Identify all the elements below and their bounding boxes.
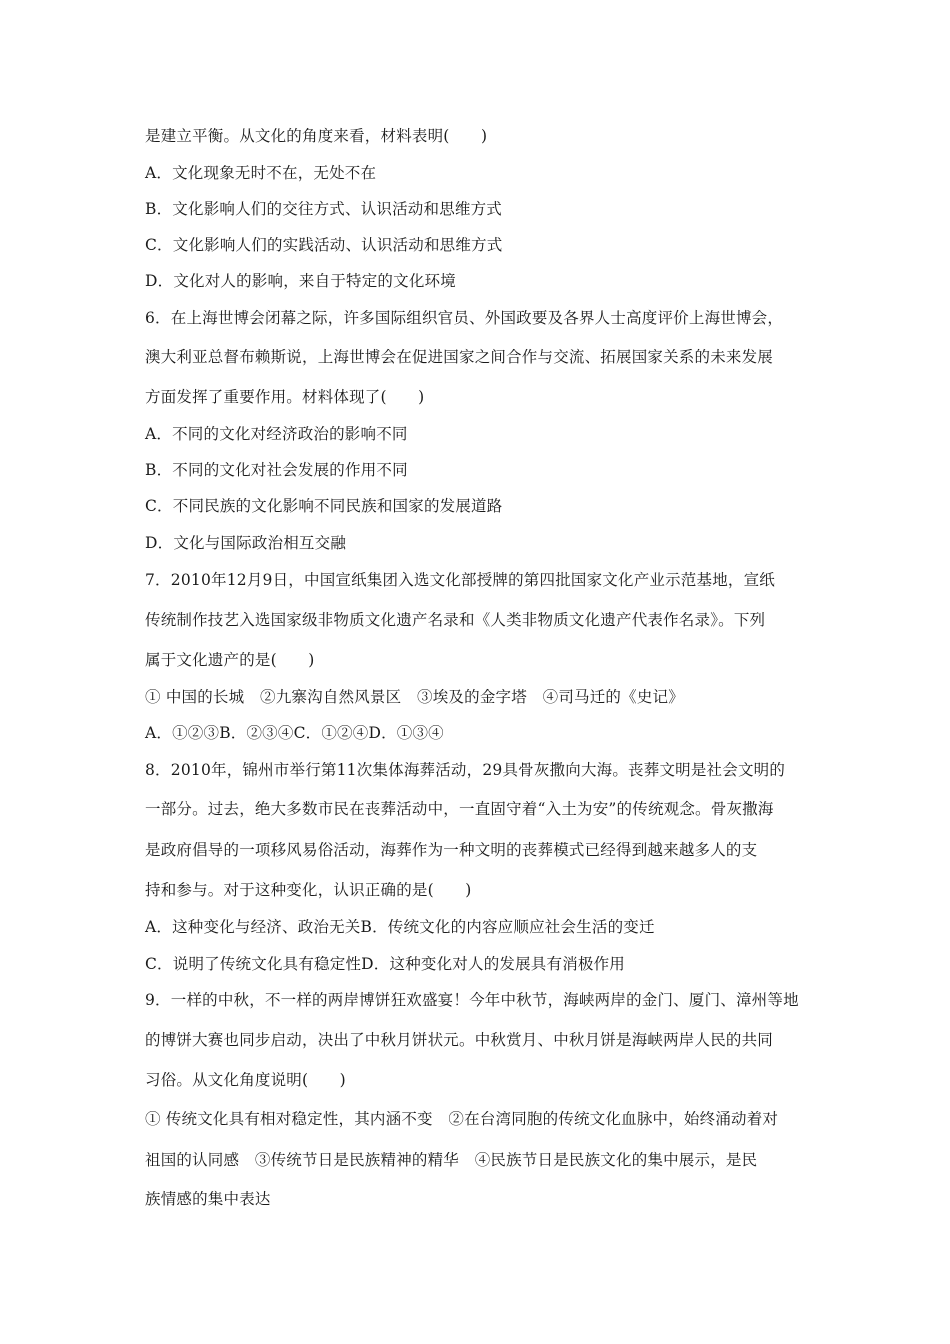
option-line: C．文化影响人们的实践活动、认识活动和思维方式 [145, 236, 503, 254]
statement-line: 祖国的认同感 ③传统节日是民族精神的精华 ④民族节日是民族文化的集中展示，是民 [145, 1151, 758, 1169]
option-line: A．文化现象无时不在，无处不在 [145, 164, 377, 182]
option-line: B．文化影响人们的交往方式、认识活动和思维方式 [145, 200, 502, 218]
option-line: A．不同的文化对经济政治的影响不同 [145, 425, 408, 443]
option-line: C．说明了传统文化具有稳定性D．这种变化对人的发展具有消极作用 [145, 955, 625, 973]
text-line: 是建立平衡。从文化的角度来看，材料表明( ) [145, 127, 488, 145]
question-6-line: 方面发挥了重要作用。材料体现了( ) [145, 388, 425, 406]
statement-line: 族情感的集中表达 [145, 1190, 271, 1208]
statement-line: ① 传统文化具有相对稳定性，其内涵不变 ②在台湾同胞的传统文化血脉中，始终涌动着对 [145, 1110, 779, 1128]
option-line: C．不同民族的文化影响不同民族和国家的发展道路 [145, 497, 503, 515]
option-line: D．文化对人的影响，来自于特定的文化环境 [145, 272, 456, 290]
question-8-line: 一部分。过去，绝大多数市民在丧葬活动中，一直固守着“入土为安”的传统观念。骨灰撒海 [145, 800, 774, 818]
option-line: B．不同的文化对社会发展的作用不同 [145, 461, 408, 479]
question-7-line: 属于文化遗产的是( ) [145, 651, 315, 669]
statement-line: ① 中国的长城 ②九寨沟自然风景区 ③埃及的金字塔 ④司马迁的《史记》 [145, 688, 684, 706]
question-9-line: 的博饼大赛也同步启动，决出了中秋月饼状元。中秋赏月、中秋月饼是海峡两岸人民的共同 [145, 1031, 774, 1049]
question-6-line: 澳大利亚总督布赖斯说，上海世博会在促进国家之间合作与交流、拓展国家关系的未来发展 [145, 348, 774, 366]
question-7-line: 7．2010年12月9日，中国宣纸集团入选文化部授牌的第四批国家文化产业示范基地，宣纸 [145, 571, 775, 589]
question-8-line: 持和参与。对于这种变化，认识正确的是( ) [145, 881, 472, 899]
option-line: A．①②③B．②③④C．①②④D．①③④ [145, 724, 444, 742]
question-9-line: 习俗。从文化角度说明( ) [145, 1071, 346, 1089]
option-line: D．文化与国际政治相互交融 [145, 534, 347, 552]
question-9-line: 9．一样的中秋，不一样的两岸博饼狂欢盛宴！今年中秋节，海峡两岸的金门、厦门、漳州等地 [145, 991, 799, 1009]
question-7-line: 传统制作技艺入选国家级非物质文化遗产名录和《人类非物质文化遗产代表作名录》。下列 [145, 611, 766, 629]
option-line: A．这种变化与经济、政治无关B．传统文化的内容应顺应社会生活的变迁 [145, 918, 655, 936]
question-6-line: 6．在上海世博会闭幕之际，许多国际组织官员、外国政要及各界人士高度评价上海世博会， [145, 309, 784, 327]
question-8-line: 8．2010年，锦州市举行第11次集体海葬活动，29具骨灰撒向大海。丧葬文明是社会文明的 [145, 761, 786, 779]
question-8-line: 是政府倡导的一项移风易俗活动，海葬作为一种文明的丧葬模式已经得到越来越多人的支 [145, 841, 758, 859]
